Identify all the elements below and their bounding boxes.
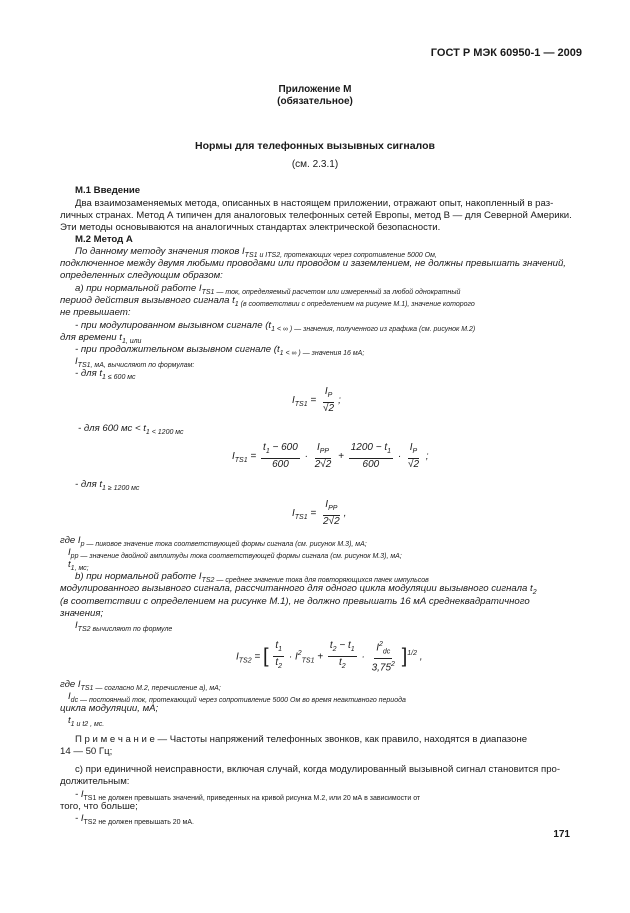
- m2-mod2-text: для времени t: [60, 332, 122, 343]
- def2-t-lead: t: [68, 715, 71, 726]
- c-line-5-sub: TS2 не должен превышать 20 мА.: [83, 818, 194, 826]
- def-t1-lead: t: [68, 559, 71, 570]
- def2-t-text-2: 2 , мс.: [84, 720, 105, 728]
- b-line-2-sub: 2: [532, 588, 537, 596]
- m2-case1: [75, 368, 136, 385]
- b-line-3: (в соответствии с определением на рисунке М.1), не должно превышать 16 мА среднеквадратичного: [60, 596, 530, 607]
- def-ipp: [68, 547, 402, 564]
- m2-mod2-sub: 1, или: [121, 337, 142, 345]
- note-line-2: 14 — 50 Гц;: [60, 746, 113, 757]
- m2-mod-sub: 1 < ∞ ) — значения, полученного из графика (см. рисунок М.2): [271, 325, 476, 333]
- ts2-calc-text: I: [75, 620, 78, 631]
- formula-ts1-mid: $I_{TS1}$ = $\frac{t_1 - 600}{600}$ · $\frac{I_{PP}}{2√2}$ + $\frac{1200 - t_1}{600}$ · $\frac{I_P}{√2}$ ;: [232, 442, 429, 470]
- m2-calc-sub: TS1, мА, вычисляют по формулам:: [77, 361, 195, 369]
- note-line-1: П р и м е ч а н и е — Частоты напряжений телефонных звонков, как правило, находятся в диапазоне: [75, 734, 528, 745]
- c-line-3-lead: - I: [75, 789, 84, 800]
- m2-heading: М.2 Метод А: [75, 234, 133, 245]
- formula-ts1-long: $I_{TS1}$ = $\frac{I_{PP}}{2√2}$ ,: [292, 499, 347, 527]
- m2-a-2-sub: 1 (в соответствии с определением на рисунке М.1), значение которого: [234, 300, 475, 308]
- formula-ts2: $I_{TS2}$ = [ $\frac{t_1}{t_2}$ · $I^2_{TS1}$ + $\frac{t_2 - t_1}{t_2}$ · $\frac{I^2_{dc}}{3,75^2}$ ]$^{1/2}$ ,: [236, 640, 423, 674]
- b-line-1-sub: TS2 — среднее значение тока для повторяющихся пачек импульсов: [201, 576, 429, 584]
- m2-cont-text: - при продолжительном вызывном сигнале (t: [75, 344, 280, 355]
- def2-dc-cont: цикла модуляции, мА;: [60, 703, 159, 714]
- def-ip-lead: где I: [60, 535, 81, 546]
- m2-case3: [75, 479, 139, 496]
- ts2-calc: [75, 620, 172, 637]
- m2-calc-text: I: [75, 356, 78, 367]
- m2-a-1-sub: TS1 — ток, определяемый расчетом или измеренный за любой однократный: [201, 288, 461, 296]
- m2-mod-text: - при модулированном вызывном сигнале (t: [75, 320, 272, 331]
- m1-heading: М.1 Введение: [75, 185, 141, 196]
- m2-case2-text: - для 600 мс < t: [78, 423, 146, 434]
- b-line-4: значения;: [60, 608, 104, 619]
- def2-t-text-1: 1 и t: [70, 720, 85, 728]
- c-line-1: с) при единичной неисправности, включая случай, когда модулированный вызывной сигнал становится про-: [75, 764, 561, 775]
- def2-ts1-lead: где I: [60, 679, 81, 690]
- m2-intro-2: подключенное между двумя любыми проводами или проводом и заземлением, не должны превышать значений,: [60, 258, 566, 269]
- appendix-title: Приложение М: [278, 84, 352, 95]
- appendix-subtitle: (обязательное): [277, 96, 353, 107]
- def2-t: [68, 715, 104, 732]
- section-ref: (см. 2.3.1): [291, 159, 339, 170]
- m2-intro-sub: TS1 и I: [244, 251, 268, 259]
- ts2-calc-sub: TS2 вычисляют по формуле: [77, 625, 173, 633]
- m2-case3-sub: 1 ≥ 1200 мс: [102, 484, 140, 492]
- m2-a-3: не превышает:: [60, 307, 131, 318]
- m2-a-2-text: период действия вызывного сигнала t: [60, 295, 235, 306]
- m2-intro-3: определенных следующим образом:: [60, 270, 223, 281]
- c-line-5: [75, 813, 194, 830]
- page-number: 171: [553, 829, 570, 840]
- section-title: Нормы для телефонных вызывных сигналов: [195, 140, 435, 152]
- standard-header: ГОСТ Р МЭК 60950-1 — 2009: [430, 47, 582, 59]
- m2-case2-sub: 1 < 1200 мс: [145, 428, 184, 436]
- def-t1-text: 1, мс;: [70, 564, 89, 572]
- m2-case3-text: - для t: [75, 479, 103, 490]
- b-line-2-text: модулированного вызывного сигнала, рассчитанного для одного цикла модуляции вызывного сигнала t: [60, 583, 533, 594]
- def-ipp-lead: I: [68, 547, 71, 558]
- m2-cont-sub: 1 < ∞ ) — значения 16 мА;: [279, 349, 365, 357]
- def2-dc-text: dc — постоянный ток, протекающий через сопротивление 5000 Ом во время неактивного периода: [70, 696, 406, 704]
- m2-case2: [78, 423, 184, 440]
- c-line-5-lead: - I: [75, 813, 84, 824]
- def-ipp-text: pp — значение двойной амплитуды тока соответствующей формы сигнала (см. рисунок М.3), мА;: [70, 552, 402, 560]
- def-ip-text: p — пиковое значение тока соответствующей формы сигнала (см. рисунок М.3), мА;: [80, 540, 367, 548]
- c-line-2: должительным:: [60, 776, 130, 787]
- formula-ts1-short: $I_{TS1}$ = $\frac{I_P}{√2}$ ;: [292, 386, 341, 414]
- def2-dc-lead: I: [68, 691, 71, 702]
- m1-line-2: личных странах. Метод А типичен для аналоговых телефонных сетей Европы, метод В — для Северной Америки.: [60, 210, 572, 221]
- c-line-4: того, что больше;: [60, 801, 138, 812]
- c-line-3-sub: TS1 не должен превышать значений, приведенных на кривой рисунка М.2, или 20 мА в зависимости от: [83, 794, 421, 802]
- m2-intro-1-text: По данному методу значения токов I: [75, 246, 245, 257]
- def2-ts1-text: TS1 — согласно М.2, перечисление а), мА;: [80, 684, 221, 692]
- m2-case1-text: - для t: [75, 368, 103, 379]
- m2-case1-sub: 1 ≤ 600 мс: [102, 373, 136, 381]
- m2-intro-sub2: TS2, протекающих через сопротивление 5000 Ом,: [267, 251, 437, 259]
- m1-line-1: Два взаимозаменяемых метода, описанных в настоящем приложении, отражают опыт, накопленный в раз-: [75, 198, 554, 209]
- m2-a-1-text: а) при нормальной работе I: [75, 283, 202, 294]
- m1-line-3: Эти методы основываются на аналогичных стандартах электрической безопасности.: [60, 222, 441, 233]
- b-line-1-text: b) при нормальной работе I: [75, 571, 202, 582]
